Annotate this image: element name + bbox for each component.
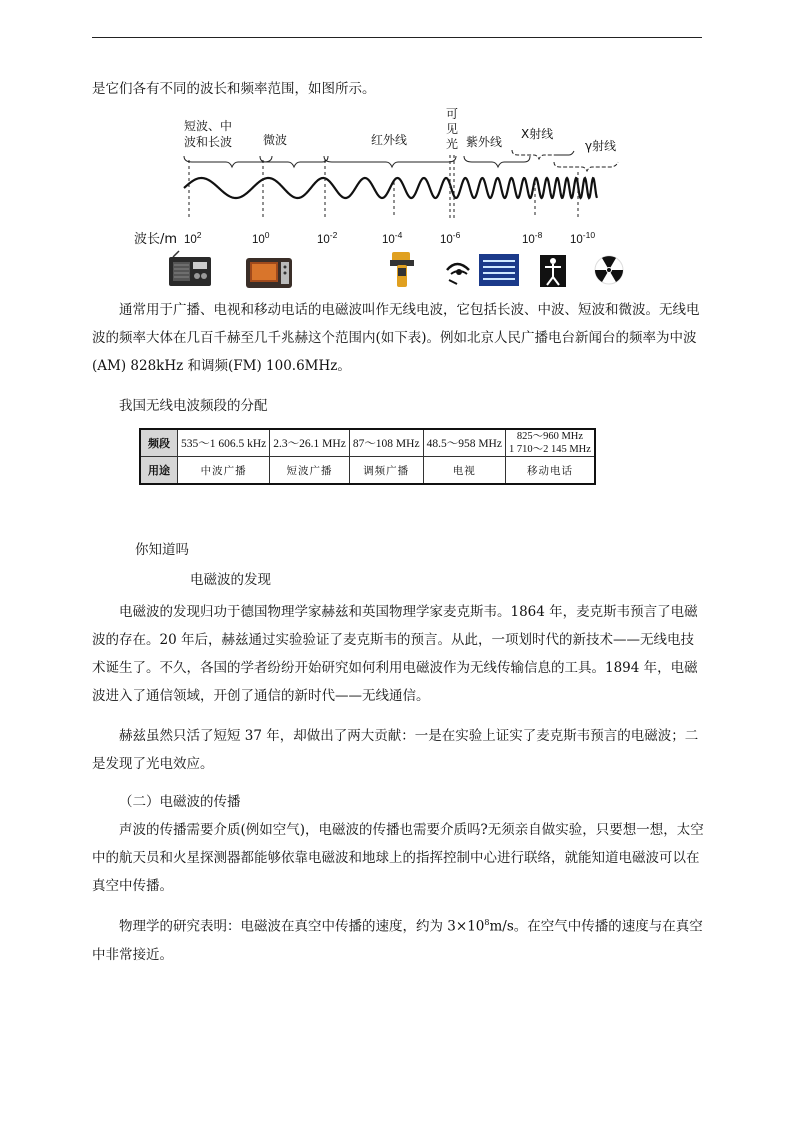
band-label-gamma: γ射线 <box>585 139 617 153</box>
table-cell: 移动电话 <box>505 457 594 485</box>
tick-base: 10 <box>440 234 453 246</box>
table-cell: 87～108 MHz <box>349 429 423 457</box>
axis-tick-labels <box>184 230 595 246</box>
table-row <box>140 429 595 457</box>
frequency-band-table <box>139 428 596 485</box>
band-label-radio-1: 短波、中 <box>184 119 233 133</box>
table-cell: 电视 <box>423 457 505 485</box>
axis-tick-label <box>184 230 202 246</box>
microwave-oven-icon <box>246 258 292 288</box>
tick-exponent: 2 <box>196 230 202 240</box>
table-row-header: 用途 <box>140 457 178 485</box>
tick-base: 10 <box>570 234 583 246</box>
table-row <box>140 457 595 485</box>
section-title: （二）电磁波的传播 <box>119 794 241 810</box>
paragraph-radio-waves: 通常用于广播、电视和移动电话的电磁波叫作无线电波，它包括长波、中波、短波和微波。无线电波的频率大体在几百千赫至几千兆赫这个范围内(如下表)。例如北京人民广播电台新闻台的频率为中波(AM) 828kHz 和调频(FM) 100.6MHz。 <box>92 302 700 374</box>
band-label-radio-2: 波和长波 <box>184 135 233 149</box>
tick-base: 10 <box>252 234 265 246</box>
ir-thermometer-icon <box>390 252 414 287</box>
speed-exponent: 8 <box>484 918 490 927</box>
paragraph-speed <box>92 909 704 969</box>
paragraph-discovery: 电磁波的发现归功于德国物理学家赫兹和英国物理学家麦克斯韦。1864 年，麦克斯韦预言了电磁波的存在。20 年后，赫兹通过实验验证了麦克斯韦的预言。从此，一项划时代的新技术——无线电技术诞生了。不久，各国的学者纷纷开始研究如何利用电磁波作为无线传输信息的工具。1894 年，电磁波进入了通信领域，开创了通信的新时代——无线通信。 <box>92 604 698 704</box>
axis-label: 波长/m <box>134 232 178 247</box>
table-cell <box>505 429 594 457</box>
table-cell: 2.3～26.1 MHz <box>270 429 350 457</box>
speed-text-before: 物理学的研究表明：电磁波在真空中传播的速度，约为 3×10 <box>119 918 485 935</box>
table-cell-line: 825～960 MHz <box>516 431 584 442</box>
band-label-visible-1: 可 <box>446 107 459 121</box>
radiation-icon <box>595 256 623 284</box>
axis-tick-label <box>252 230 270 246</box>
table-cell: 短波广播 <box>270 457 350 485</box>
eye-icon <box>447 264 469 284</box>
axis-tick-label <box>522 230 543 246</box>
band-label-microwave: 微波 <box>263 133 288 147</box>
axis-tick-label <box>440 230 461 246</box>
table-row-header: 频段 <box>140 429 178 457</box>
tick-exponent: -8 <box>534 230 543 240</box>
intro-text: 是它们各有不同的波长和频率范围，如图所示。 <box>92 81 376 97</box>
tick-exponent: -10 <box>582 230 596 240</box>
paragraph-hertz: 赫兹虽然只活了短短 37 年，却做出了两大贡献：一是在实验上证实了麦克斯韦预言的电磁波；二是发现了光电效应。 <box>92 728 699 772</box>
tick-exponent: 0 <box>264 230 270 240</box>
table-title: 我国无线电波频段的分配 <box>119 398 268 414</box>
tick-base: 10 <box>382 234 395 246</box>
uv-lamp-icon <box>479 254 519 286</box>
axis-tick-label <box>382 230 403 246</box>
tick-base: 10 <box>317 234 330 246</box>
header-rule <box>92 37 702 38</box>
tick-base: 10 <box>522 234 535 246</box>
tick-exponent: -2 <box>329 230 338 240</box>
table-cell: 调频广播 <box>349 457 423 485</box>
band-label-visible-3: 光 <box>446 137 459 151</box>
tick-exponent: -6 <box>452 230 461 240</box>
paragraph-propagation: 声波的传播需要介质(例如空气)，电磁波的传播也需要介质吗?无须亲自做实验，只要想一想，太空中的航天员和火星探测器都能够依靠电磁波和地球上的指挥控制中心进行联络，就能知道电磁波可以在真空中传播。 <box>92 822 704 894</box>
table-cell: 中波广播 <box>178 457 270 485</box>
band-label-ultraviolet: 紫外线 <box>466 135 503 149</box>
wavelength-markers <box>189 155 578 218</box>
tick-exponent: -4 <box>394 230 403 240</box>
speed-text-after: m/s。在空气中传播的速度与在真空中非常接近。 <box>92 918 703 963</box>
band-label-xray: X射线 <box>521 127 554 141</box>
radio-icon <box>169 251 211 286</box>
band-label-visible-2: 见 <box>446 122 459 136</box>
axis-tick-label <box>317 230 338 246</box>
axis-tick-label <box>570 230 595 246</box>
band-braces <box>184 150 618 171</box>
xray-body-icon <box>540 255 566 287</box>
em-spectrum-diagram <box>92 100 632 290</box>
table-cell-line: 1 710～2 145 MHz <box>508 444 591 455</box>
table-cell: 535～1 606.5 kHz <box>178 429 270 457</box>
did-you-know-heading: 你知道吗 <box>135 542 189 558</box>
tick-base: 10 <box>184 234 197 246</box>
discovery-title: 电磁波的发现 <box>190 572 271 588</box>
band-label-infrared: 红外线 <box>371 133 408 147</box>
table-cell: 48.5～958 MHz <box>423 429 505 457</box>
